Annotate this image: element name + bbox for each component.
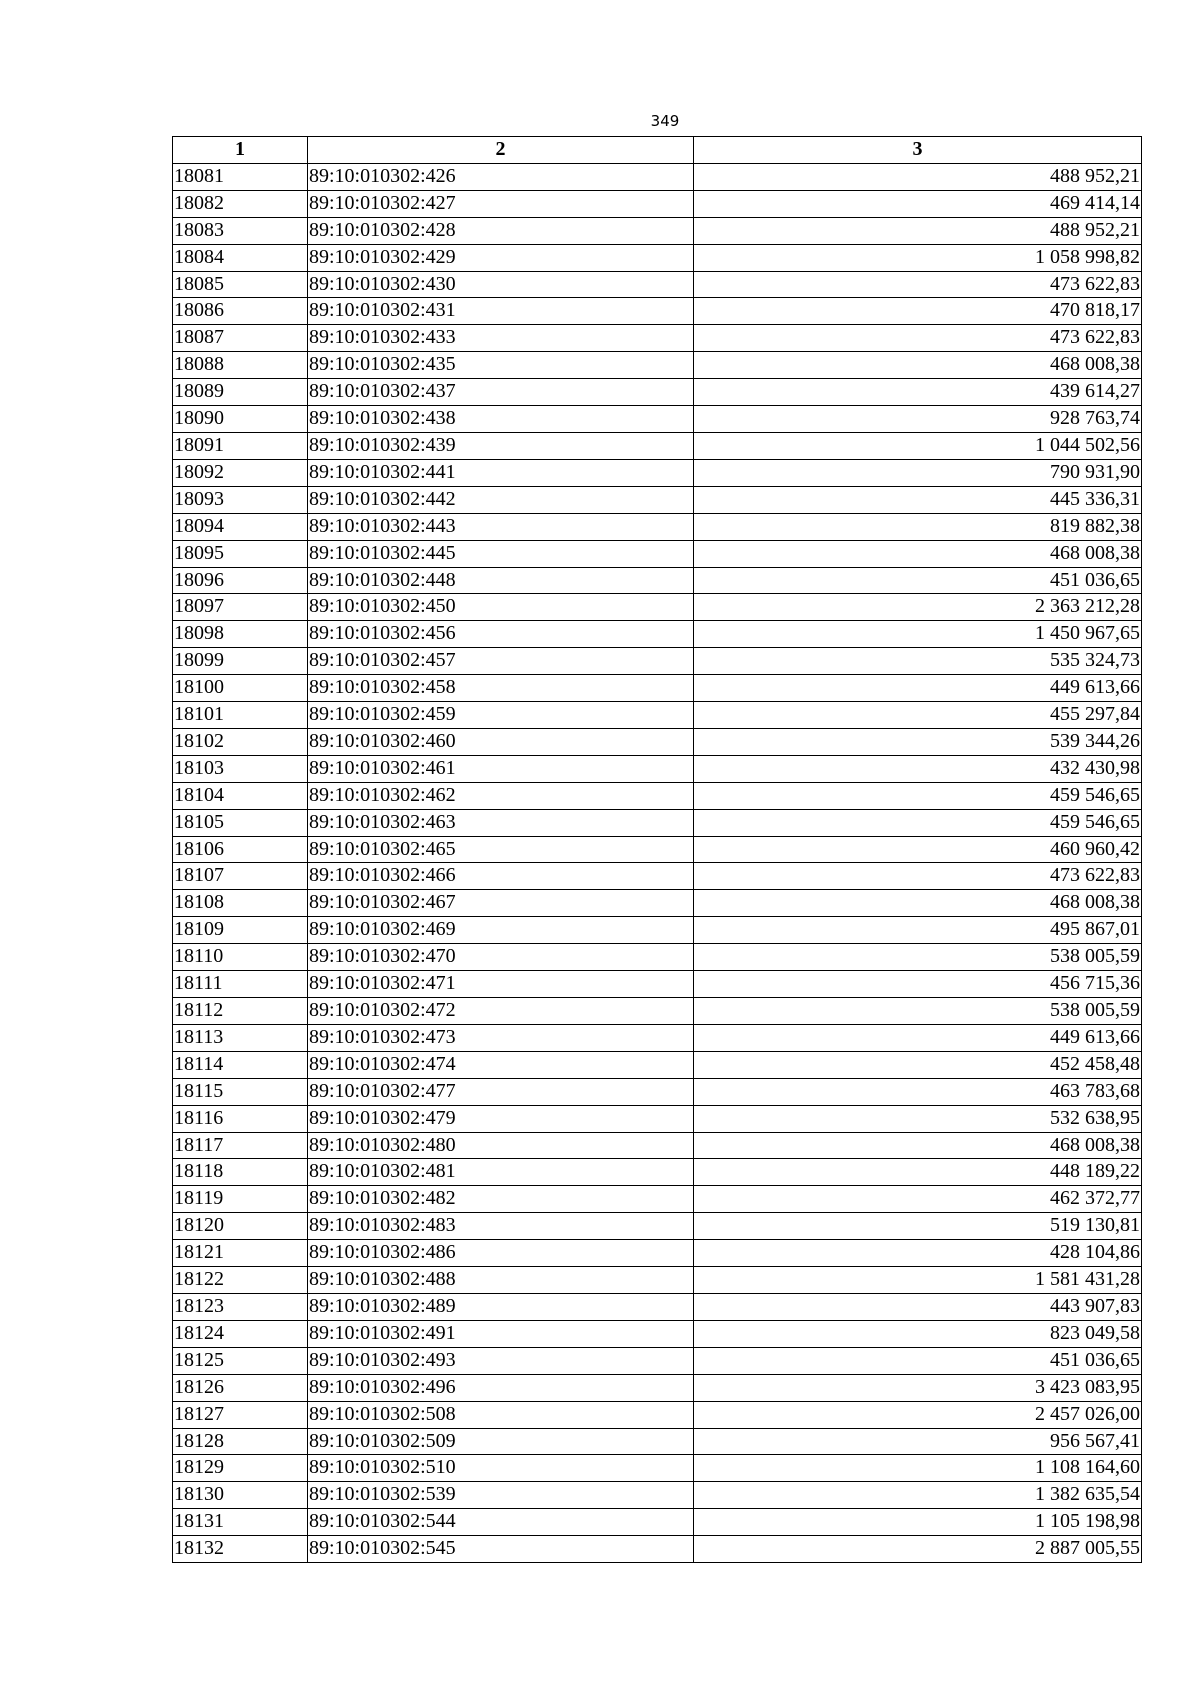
value-cell: 535 324,73 xyxy=(694,648,1142,675)
value-cell: 2 887 005,55 xyxy=(694,1536,1142,1563)
cadastral-number-cell: 89:10:010302:496 xyxy=(308,1374,694,1401)
row-number-cell: 18100 xyxy=(173,675,308,702)
table-row xyxy=(173,298,1142,325)
value-cell: 469 414,14 xyxy=(694,190,1142,217)
row-number-cell: 18103 xyxy=(173,755,308,782)
table-row xyxy=(173,379,1142,406)
row-number-cell: 18115 xyxy=(173,1078,308,1105)
table-row xyxy=(173,836,1142,863)
table-row xyxy=(173,782,1142,809)
value-cell: 1 382 635,54 xyxy=(694,1482,1142,1509)
table-row xyxy=(173,728,1142,755)
row-number-cell: 18087 xyxy=(173,325,308,352)
table-row xyxy=(173,325,1142,352)
table-row xyxy=(173,1320,1142,1347)
cadastral-number-cell: 89:10:010302:509 xyxy=(308,1428,694,1455)
row-number-cell: 18130 xyxy=(173,1482,308,1509)
cadastral-number-cell: 89:10:010302:456 xyxy=(308,621,694,648)
table-row xyxy=(173,1132,1142,1159)
cadastral-number-cell: 89:10:010302:469 xyxy=(308,917,694,944)
cadastral-number-cell: 89:10:010302:426 xyxy=(308,163,694,190)
table-row xyxy=(173,1024,1142,1051)
data-table xyxy=(172,136,1142,1563)
value-cell: 448 189,22 xyxy=(694,1159,1142,1186)
value-cell: 928 763,74 xyxy=(694,406,1142,433)
cadastral-number-cell: 89:10:010302:493 xyxy=(308,1347,694,1374)
value-cell: 519 130,81 xyxy=(694,1213,1142,1240)
page-number: 349 xyxy=(650,112,680,130)
cadastral-number-cell: 89:10:010302:457 xyxy=(308,648,694,675)
cadastral-number-cell: 89:10:010302:442 xyxy=(308,486,694,513)
table-row xyxy=(173,890,1142,917)
table-row xyxy=(173,1213,1142,1240)
row-number-cell: 18127 xyxy=(173,1401,308,1428)
row-number-cell: 18088 xyxy=(173,352,308,379)
cadastral-number-cell: 89:10:010302:458 xyxy=(308,675,694,702)
value-cell: 468 008,38 xyxy=(694,890,1142,917)
table-row xyxy=(173,1267,1142,1294)
row-number-cell: 18118 xyxy=(173,1159,308,1186)
value-cell: 455 297,84 xyxy=(694,702,1142,729)
row-number-cell: 18081 xyxy=(173,163,308,190)
table-row xyxy=(173,1051,1142,1078)
value-cell: 1 108 164,60 xyxy=(694,1455,1142,1482)
cadastral-number-cell: 89:10:010302:470 xyxy=(308,944,694,971)
value-cell: 451 036,65 xyxy=(694,1347,1142,1374)
cadastral-number-cell: 89:10:010302:480 xyxy=(308,1132,694,1159)
value-cell: 462 372,77 xyxy=(694,1186,1142,1213)
table-row xyxy=(173,809,1142,836)
row-number-cell: 18093 xyxy=(173,486,308,513)
table-row xyxy=(173,540,1142,567)
row-number-cell: 18104 xyxy=(173,782,308,809)
cadastral-number-cell: 89:10:010302:459 xyxy=(308,702,694,729)
row-number-cell: 18082 xyxy=(173,190,308,217)
table-row xyxy=(173,944,1142,971)
row-number-cell: 18116 xyxy=(173,1105,308,1132)
value-cell: 463 783,68 xyxy=(694,1078,1142,1105)
table-row xyxy=(173,1186,1142,1213)
row-number-cell: 18119 xyxy=(173,1186,308,1213)
row-number-cell: 18106 xyxy=(173,836,308,863)
cadastral-number-cell: 89:10:010302:437 xyxy=(308,379,694,406)
table-row xyxy=(173,998,1142,1025)
cadastral-number-cell: 89:10:010302:427 xyxy=(308,190,694,217)
cadastral-number-cell: 89:10:010302:448 xyxy=(308,567,694,594)
cadastral-number-cell: 89:10:010302:491 xyxy=(308,1320,694,1347)
value-cell: 443 907,83 xyxy=(694,1293,1142,1320)
value-cell: 468 008,38 xyxy=(694,1132,1142,1159)
cadastral-number-cell: 89:10:010302:433 xyxy=(308,325,694,352)
value-cell: 1 450 967,65 xyxy=(694,621,1142,648)
table-row xyxy=(173,352,1142,379)
row-number-cell: 18123 xyxy=(173,1293,308,1320)
table-row xyxy=(173,406,1142,433)
value-cell: 538 005,59 xyxy=(694,944,1142,971)
row-number-cell: 18089 xyxy=(173,379,308,406)
cadastral-number-cell: 89:10:010302:467 xyxy=(308,890,694,917)
row-number-cell: 18105 xyxy=(173,809,308,836)
cadastral-number-cell: 89:10:010302:471 xyxy=(308,971,694,998)
value-cell: 823 049,58 xyxy=(694,1320,1142,1347)
value-cell: 468 008,38 xyxy=(694,352,1142,379)
value-cell: 451 036,65 xyxy=(694,567,1142,594)
table-row xyxy=(173,1401,1142,1428)
value-cell: 460 960,42 xyxy=(694,836,1142,863)
value-cell: 488 952,21 xyxy=(694,217,1142,244)
row-number-cell: 18121 xyxy=(173,1240,308,1267)
value-cell: 439 614,27 xyxy=(694,379,1142,406)
cadastral-number-cell: 89:10:010302:461 xyxy=(308,755,694,782)
row-number-cell: 18084 xyxy=(173,244,308,271)
value-cell: 473 622,83 xyxy=(694,271,1142,298)
table-row xyxy=(173,432,1142,459)
cadastral-number-cell: 89:10:010302:462 xyxy=(308,782,694,809)
value-cell: 468 008,38 xyxy=(694,540,1142,567)
value-cell: 532 638,95 xyxy=(694,1105,1142,1132)
cadastral-number-cell: 89:10:010302:488 xyxy=(308,1267,694,1294)
table-row xyxy=(173,1374,1142,1401)
row-number-cell: 18126 xyxy=(173,1374,308,1401)
row-number-cell: 18131 xyxy=(173,1509,308,1536)
value-cell: 1 044 502,56 xyxy=(694,432,1142,459)
cadastral-number-cell: 89:10:010302:466 xyxy=(308,863,694,890)
row-number-cell: 18095 xyxy=(173,540,308,567)
table-row xyxy=(173,702,1142,729)
value-cell: 2 457 026,00 xyxy=(694,1401,1142,1428)
cadastral-number-cell: 89:10:010302:474 xyxy=(308,1051,694,1078)
row-number-cell: 18120 xyxy=(173,1213,308,1240)
cadastral-number-cell: 89:10:010302:439 xyxy=(308,432,694,459)
table-row xyxy=(173,244,1142,271)
cadastral-number-cell: 89:10:010302:438 xyxy=(308,406,694,433)
value-cell: 456 715,36 xyxy=(694,971,1142,998)
row-number-cell: 18109 xyxy=(173,917,308,944)
value-cell: 1 058 998,82 xyxy=(694,244,1142,271)
cadastral-number-cell: 89:10:010302:510 xyxy=(308,1455,694,1482)
table-row xyxy=(173,594,1142,621)
table-row xyxy=(173,1240,1142,1267)
value-cell: 488 952,21 xyxy=(694,163,1142,190)
row-number-cell: 18125 xyxy=(173,1347,308,1374)
cadastral-number-cell: 89:10:010302:428 xyxy=(308,217,694,244)
column-header-2: 2 xyxy=(308,137,694,164)
row-number-cell: 18107 xyxy=(173,863,308,890)
row-number-cell: 18129 xyxy=(173,1455,308,1482)
table-row xyxy=(173,863,1142,890)
table-row xyxy=(173,163,1142,190)
row-number-cell: 18094 xyxy=(173,513,308,540)
value-cell: 445 336,31 xyxy=(694,486,1142,513)
cadastral-number-cell: 89:10:010302:539 xyxy=(308,1482,694,1509)
value-cell: 432 430,98 xyxy=(694,755,1142,782)
row-number-cell: 18108 xyxy=(173,890,308,917)
row-number-cell: 18090 xyxy=(173,406,308,433)
row-number-cell: 18086 xyxy=(173,298,308,325)
row-number-cell: 18097 xyxy=(173,594,308,621)
row-number-cell: 18092 xyxy=(173,459,308,486)
value-cell: 2 363 212,28 xyxy=(694,594,1142,621)
table-row xyxy=(173,1347,1142,1374)
cadastral-number-cell: 89:10:010302:465 xyxy=(308,836,694,863)
cadastral-number-cell: 89:10:010302:477 xyxy=(308,1078,694,1105)
table-row xyxy=(173,917,1142,944)
table-row xyxy=(173,567,1142,594)
table-row xyxy=(173,1509,1142,1536)
cadastral-number-cell: 89:10:010302:443 xyxy=(308,513,694,540)
row-number-cell: 18111 xyxy=(173,971,308,998)
table-row xyxy=(173,1105,1142,1132)
row-number-cell: 18098 xyxy=(173,621,308,648)
cadastral-number-cell: 89:10:010302:472 xyxy=(308,998,694,1025)
table-row xyxy=(173,648,1142,675)
cadastral-number-cell: 89:10:010302:463 xyxy=(308,809,694,836)
cadastral-number-cell: 89:10:010302:482 xyxy=(308,1186,694,1213)
cadastral-number-cell: 89:10:010302:435 xyxy=(308,352,694,379)
value-cell: 1 105 198,98 xyxy=(694,1509,1142,1536)
value-cell: 956 567,41 xyxy=(694,1428,1142,1455)
table-row xyxy=(173,675,1142,702)
header-row xyxy=(173,137,1142,164)
cadastral-number-cell: 89:10:010302:544 xyxy=(308,1509,694,1536)
row-number-cell: 18102 xyxy=(173,728,308,755)
table-row xyxy=(173,971,1142,998)
row-number-cell: 18110 xyxy=(173,944,308,971)
row-number-cell: 18113 xyxy=(173,1024,308,1051)
table-row xyxy=(173,621,1142,648)
row-number-cell: 18128 xyxy=(173,1428,308,1455)
value-cell: 470 818,17 xyxy=(694,298,1142,325)
value-cell: 538 005,59 xyxy=(694,998,1142,1025)
cadastral-number-cell: 89:10:010302:450 xyxy=(308,594,694,621)
table-row xyxy=(173,1078,1142,1105)
cadastral-number-cell: 89:10:010302:430 xyxy=(308,271,694,298)
cadastral-number-cell: 89:10:010302:489 xyxy=(308,1293,694,1320)
value-cell: 495 867,01 xyxy=(694,917,1142,944)
table-row xyxy=(173,1536,1142,1563)
value-cell: 459 546,65 xyxy=(694,782,1142,809)
row-number-cell: 18114 xyxy=(173,1051,308,1078)
row-number-cell: 18122 xyxy=(173,1267,308,1294)
cadastral-number-cell: 89:10:010302:483 xyxy=(308,1213,694,1240)
value-cell: 1 581 431,28 xyxy=(694,1267,1142,1294)
value-cell: 473 622,83 xyxy=(694,863,1142,890)
cadastral-number-cell: 89:10:010302:481 xyxy=(308,1159,694,1186)
cadastral-number-cell: 89:10:010302:431 xyxy=(308,298,694,325)
row-number-cell: 18101 xyxy=(173,702,308,729)
table-row xyxy=(173,1293,1142,1320)
row-number-cell: 18096 xyxy=(173,567,308,594)
value-cell: 449 613,66 xyxy=(694,1024,1142,1051)
table-row xyxy=(173,459,1142,486)
cadastral-number-cell: 89:10:010302:545 xyxy=(308,1536,694,1563)
value-cell: 428 104,86 xyxy=(694,1240,1142,1267)
row-number-cell: 18124 xyxy=(173,1320,308,1347)
value-cell: 819 882,38 xyxy=(694,513,1142,540)
value-cell: 539 344,26 xyxy=(694,728,1142,755)
value-cell: 449 613,66 xyxy=(694,675,1142,702)
cadastral-number-cell: 89:10:010302:460 xyxy=(308,728,694,755)
table-row xyxy=(173,755,1142,782)
column-header-1: 1 xyxy=(173,137,308,164)
value-cell: 459 546,65 xyxy=(694,809,1142,836)
cadastral-number-cell: 89:10:010302:473 xyxy=(308,1024,694,1051)
table-row xyxy=(173,1159,1142,1186)
row-number-cell: 18112 xyxy=(173,998,308,1025)
value-cell: 452 458,48 xyxy=(694,1051,1142,1078)
table-row xyxy=(173,1428,1142,1455)
value-cell: 790 931,90 xyxy=(694,459,1142,486)
row-number-cell: 18117 xyxy=(173,1132,308,1159)
table-row xyxy=(173,513,1142,540)
table-body xyxy=(173,163,1142,1562)
value-cell: 473 622,83 xyxy=(694,325,1142,352)
cadastral-number-cell: 89:10:010302:508 xyxy=(308,1401,694,1428)
row-number-cell: 18091 xyxy=(173,432,308,459)
table-row xyxy=(173,217,1142,244)
table-row xyxy=(173,1482,1142,1509)
cadastral-number-cell: 89:10:010302:479 xyxy=(308,1105,694,1132)
cadastral-number-cell: 89:10:010302:486 xyxy=(308,1240,694,1267)
column-header-3: 3 xyxy=(694,137,1142,164)
table-row xyxy=(173,190,1142,217)
table-row xyxy=(173,486,1142,513)
row-number-cell: 18132 xyxy=(173,1536,308,1563)
table-row xyxy=(173,1455,1142,1482)
row-number-cell: 18085 xyxy=(173,271,308,298)
cadastral-number-cell: 89:10:010302:429 xyxy=(308,244,694,271)
row-number-cell: 18099 xyxy=(173,648,308,675)
cadastral-number-cell: 89:10:010302:441 xyxy=(308,459,694,486)
value-cell: 3 423 083,95 xyxy=(694,1374,1142,1401)
row-number-cell: 18083 xyxy=(173,217,308,244)
table-row xyxy=(173,271,1142,298)
cadastral-number-cell: 89:10:010302:445 xyxy=(308,540,694,567)
